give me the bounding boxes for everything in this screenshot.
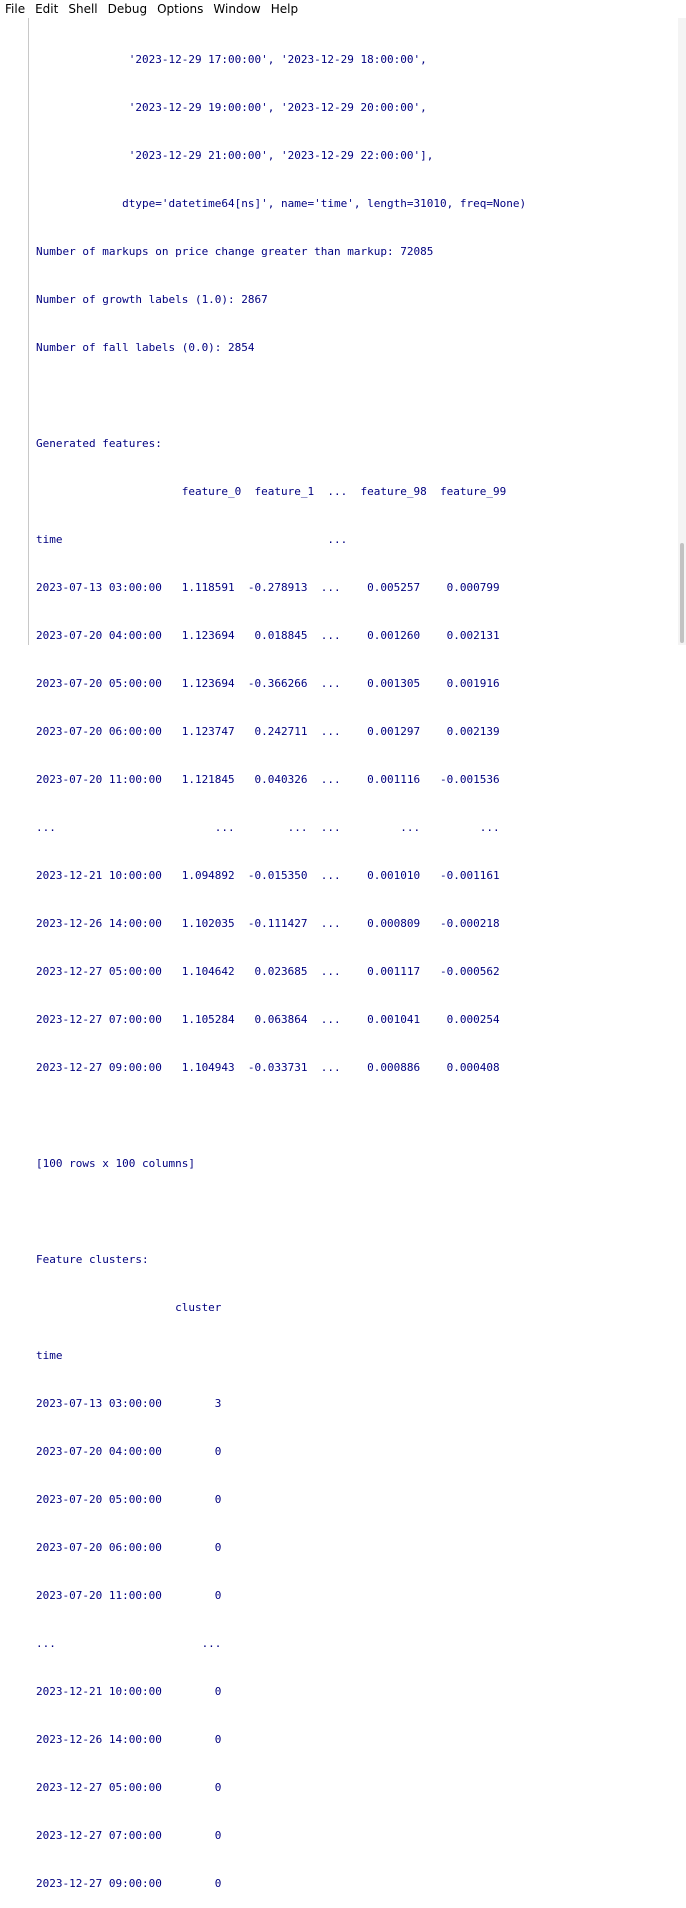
output-line: Feature clusters: — [36, 1253, 149, 1266]
output-line: 2023-07-20 11:00:00 1.121845 0.040326 ... 0.001116 -0.001536 — [36, 773, 500, 786]
output-line: 2023-07-20 04:00:00 1.123694 0.018845 ... 0.001260 0.002131 — [36, 629, 500, 642]
output-line: time ... — [36, 533, 348, 546]
sidebar-divider — [28, 18, 29, 645]
output-line: Number of growth labels (1.0): 2867 — [36, 293, 268, 306]
output-line: 2023-12-27 07:00:00 1.105284 0.063864 ... 0.001041 0.000254 — [36, 1013, 500, 1026]
menu-bar — [0, 0, 686, 18]
output-line: 2023-07-13 03:00:00 1.118591 -0.278913 ... 0.005257 0.000799 — [36, 581, 500, 594]
output-line: '2023-12-29 21:00:00', '2023-12-29 22:00:00'], — [36, 149, 434, 162]
output-line: 2023-07-20 11:00:00 0 — [36, 1589, 222, 1602]
menu-options[interactable]: Options — [157, 2, 204, 16]
shell-output[interactable] — [36, 20, 676, 1890]
vertical-scrollbar[interactable] — [678, 18, 686, 645]
output-line: time — [36, 1349, 63, 1362]
output-line: 2023-12-27 05:00:00 0 — [36, 1781, 222, 1794]
output-line: dtype='datetime64[ns]', name='time', length=31010, freq=None) — [36, 197, 527, 210]
output-line: '2023-12-29 17:00:00', '2023-12-29 18:00:00', — [36, 53, 427, 66]
output-line: Number of fall labels (0.0): 2854 — [36, 341, 255, 354]
output-line: Generated features: — [36, 437, 162, 450]
output-line: 2023-12-27 09:00:00 1.104943 -0.033731 ... 0.000886 0.000408 — [36, 1061, 500, 1074]
output-line: 2023-07-20 06:00:00 0 — [36, 1541, 222, 1554]
output-line: 2023-07-20 06:00:00 1.123747 0.242711 ... 0.001297 0.002139 — [36, 725, 500, 738]
menu-debug[interactable]: Debug — [107, 2, 148, 16]
output-line: 2023-12-26 14:00:00 0 — [36, 1733, 222, 1746]
output-line: 2023-07-13 03:00:00 3 — [36, 1397, 222, 1410]
shell-sidebar — [0, 18, 28, 645]
scrollbar-thumb[interactable] — [680, 543, 684, 643]
output-line: [100 rows x 100 columns] — [36, 1157, 195, 1170]
output-line: 2023-07-20 04:00:00 0 — [36, 1445, 222, 1458]
output-line: feature_0 feature_1 ... feature_98 feature_99 — [36, 485, 507, 498]
output-line — [36, 388, 676, 404]
menu-edit[interactable]: Edit — [35, 2, 59, 16]
output-line: 2023-12-27 05:00:00 1.104642 0.023685 ... 0.001117 -0.000562 — [36, 965, 500, 978]
output-line: 2023-12-21 10:00:00 0 — [36, 1685, 222, 1698]
output-line: ... ... — [36, 1637, 222, 1650]
output-line — [36, 1204, 676, 1220]
output-line: Number of markups on price change greater than markup: 72085 — [36, 245, 434, 258]
output-line: 2023-07-20 05:00:00 0 — [36, 1493, 222, 1506]
output-line: ... ... ... ... ... ... — [36, 821, 500, 834]
output-line — [36, 1108, 676, 1124]
output-line: 2023-12-27 07:00:00 0 — [36, 1829, 222, 1842]
menu-file[interactable]: File — [5, 2, 26, 16]
menu-window[interactable]: Window — [213, 2, 261, 16]
output-line: 2023-12-21 10:00:00 1.094892 -0.015350 ... 0.001010 -0.001161 — [36, 869, 500, 882]
menu-help[interactable]: Help — [270, 2, 299, 16]
output-line: 2023-07-20 05:00:00 1.123694 -0.366266 ... 0.001305 0.001916 — [36, 677, 500, 690]
menu-shell[interactable]: Shell — [68, 2, 98, 16]
output-line: 2023-12-26 14:00:00 1.102035 -0.111427 ... 0.000809 -0.000218 — [36, 917, 500, 930]
output-line: '2023-12-29 19:00:00', '2023-12-29 20:00:00', — [36, 101, 427, 114]
output-line: cluster — [36, 1301, 222, 1314]
output-line: 2023-12-27 09:00:00 0 — [36, 1877, 222, 1890]
